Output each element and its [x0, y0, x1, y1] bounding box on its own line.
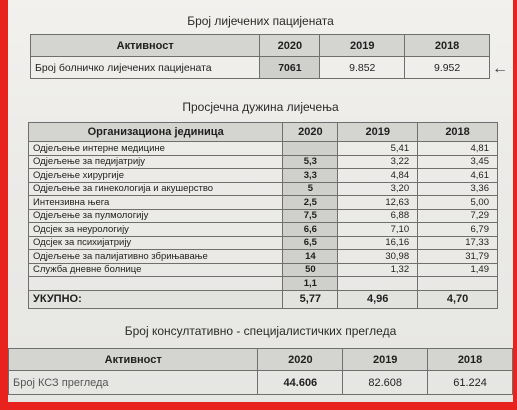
value-2020: 7061: [260, 57, 320, 79]
value-2018: [418, 277, 498, 291]
table-row: [29, 155, 498, 169]
value-2019: 12,63: [338, 196, 418, 210]
treatment-length-table: [28, 122, 498, 309]
value-2018: 7,29: [418, 209, 498, 223]
col-header-2020: 2020: [258, 349, 343, 371]
value-2018: 1,49: [418, 263, 498, 277]
table-row: [29, 277, 498, 291]
col-header-2019: 2019: [343, 349, 428, 371]
value-2018: 31,79: [418, 250, 498, 264]
value-2020: 7,5: [283, 209, 338, 223]
row-label: Одсјек за неурологију: [29, 223, 283, 237]
row-label: Одјељење интерне медицине: [29, 142, 283, 156]
document-page: [8, 0, 513, 402]
value-2019: [338, 277, 418, 291]
row-label: Одјељење хирургије: [29, 169, 283, 183]
col-header-activity: Активност: [9, 349, 258, 371]
section1-title: Број лијечених пацијената: [187, 14, 334, 28]
value-2020: 14: [283, 250, 338, 264]
value-2020: 3,3: [283, 169, 338, 183]
value-2019: 6,88: [338, 209, 418, 223]
consultations-table: [8, 348, 513, 395]
table-row: [29, 209, 498, 223]
value-2020: 44.606: [258, 371, 343, 395]
row-label: Служба дневне болнице: [29, 263, 283, 277]
table-row: [29, 263, 498, 277]
row-label: Број КСЗ прегледа: [9, 371, 258, 395]
row-label: Интензивна њега: [29, 196, 283, 210]
section3-title: Број консултативно - специјалистичких прегледа: [124, 324, 397, 338]
row-label: [29, 277, 283, 291]
value-2019: 30,98: [338, 250, 418, 264]
value-2019: 9.852: [320, 57, 405, 79]
col-header-2019: 2019: [338, 123, 418, 142]
value-2019: 5,41: [338, 142, 418, 156]
table-row: [29, 223, 498, 237]
row-label: Одсјек за психијатрију: [29, 236, 283, 250]
table-header-row: [29, 123, 498, 142]
value-2019: 3,22: [338, 155, 418, 169]
row-label: Одјељење за гинекологија и акушерство: [29, 182, 283, 196]
total-2019: 4,96: [338, 290, 418, 308]
row-label: Одјељење за пулмологију: [29, 209, 283, 223]
row-label: Одјељење за педијатрију: [29, 155, 283, 169]
value-2018: 4,81: [418, 142, 498, 156]
value-2020: 6,5: [283, 236, 338, 250]
table-row: [9, 371, 513, 395]
table-row: [29, 169, 498, 183]
col-header-2020: 2020: [283, 123, 338, 142]
value-2020: 5: [283, 182, 338, 196]
col-header-org-unit: Организациона јединица: [29, 123, 283, 142]
col-header-activity: Активност: [31, 35, 260, 57]
row-label: Одјељење за палијативно збрињавање: [29, 250, 283, 264]
value-2018: 17,33: [418, 236, 498, 250]
section2-title: Просјечна дужина лијечења: [182, 100, 339, 114]
table-row: [29, 196, 498, 210]
table-header-row: [31, 35, 490, 57]
value-2020: 50: [283, 263, 338, 277]
value-2020: [283, 142, 338, 156]
value-2018: 3,45: [418, 155, 498, 169]
total-2020: 5,77: [283, 290, 338, 308]
value-2018: 61.224: [428, 371, 513, 395]
value-2019: 16,16: [338, 236, 418, 250]
value-2018: 6,79: [418, 223, 498, 237]
table-row: [29, 142, 498, 156]
col-header-2018: 2018: [405, 35, 490, 57]
value-2018: 3,36: [418, 182, 498, 196]
value-2020: 2,5: [283, 196, 338, 210]
handwritten-arrow: ←: [492, 60, 508, 77]
total-label: УКУПНО:: [29, 290, 283, 308]
value-2020: 5,3: [283, 155, 338, 169]
value-2018: 5,00: [418, 196, 498, 210]
value-2019: 82.608: [343, 371, 428, 395]
table-body: [29, 142, 498, 309]
total-2018: 4,70: [418, 290, 498, 308]
value-2019: 1,32: [338, 263, 418, 277]
table-header-row: [9, 349, 513, 371]
patients-table: [30, 34, 490, 79]
table-row: [31, 57, 490, 79]
value-2020: 1,1: [283, 277, 338, 291]
value-2020: 6,6: [283, 223, 338, 237]
value-2019: 3,20: [338, 182, 418, 196]
value-2019: 7,10: [338, 223, 418, 237]
table-row: [29, 236, 498, 250]
col-header-2018: 2018: [428, 349, 513, 371]
col-header-2020: 2020: [260, 35, 320, 57]
col-header-2019: 2019: [320, 35, 405, 57]
table-row: [29, 250, 498, 264]
col-header-2018: 2018: [418, 123, 498, 142]
table-row: [29, 182, 498, 196]
value-2018: 4,61: [418, 169, 498, 183]
value-2019: 4,84: [338, 169, 418, 183]
row-label: Број болничко лијечених пацијената: [31, 57, 260, 79]
value-2018: 9.952: [405, 57, 490, 79]
total-row: [29, 290, 498, 308]
